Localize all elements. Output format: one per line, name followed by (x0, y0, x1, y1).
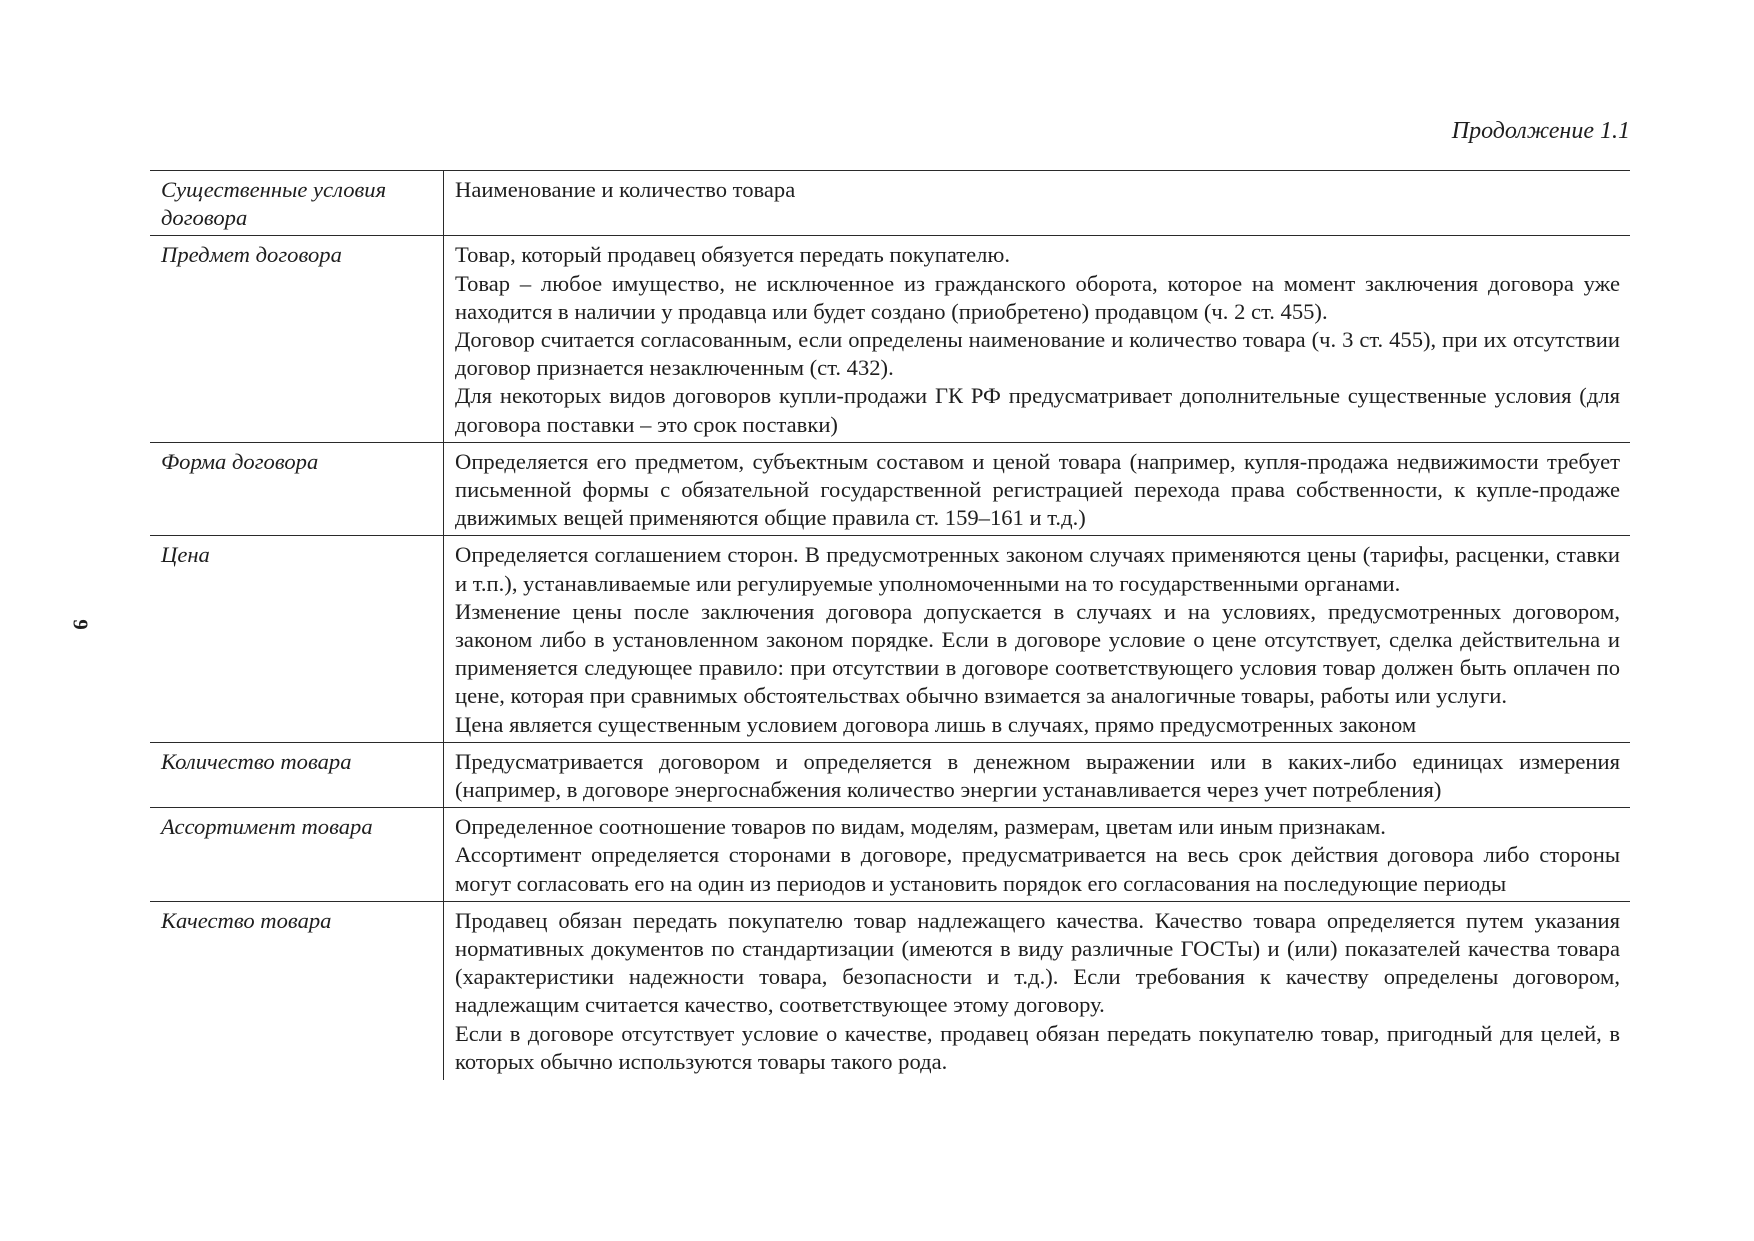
page-number: 9 (68, 619, 93, 630)
row-description (444, 742, 1631, 807)
table-continuation-caption: Продолжение 1.1 (1451, 118, 1630, 144)
paragraph: Цена является существенным условием договора лишь в случаях, прямо предусмотренных законом (455, 711, 1417, 737)
paragraph: Ассортимент определяется сторонами в договоре, предусматривается на весь срок действия договора либо стороны могут согласовать его на один из периодов и установить порядок его согласования на последующие периоды (455, 842, 1620, 896)
paragraph: Договор считается согласованным, если определены наименование и количество товара (ч. 3 ст. 455), при их отсутствии договор признается незаключенным (ст. 432). (455, 327, 1620, 381)
row-description (444, 901, 1631, 1080)
paragraph: Если в договоре отсутствует условие о качестве, продавец обязан передать покупателю товар, пригодный для целей, в которых обычно используются товары такого рода. (455, 1020, 1620, 1074)
row-term: Качество товара (150, 901, 444, 1080)
row-description (444, 236, 1631, 442)
paragraph: Наименование и количество товара (455, 177, 796, 202)
row-term: Форма договора (150, 442, 444, 536)
paragraph: Для некоторых видов договоров купли-продажи ГК РФ предусматривает дополнительные существенные условия (для договора поставки – это срок поставки) (455, 383, 1620, 437)
paragraph: Товар, который продавец обязуется передать покупателю. (455, 242, 1010, 268)
paragraph: Продавец обязан передать покупателю товар надлежащего качества. Качество товара определяется путем указания нормативных документов по стандартизации (имеются в виду различные ГОСТы) и (или) показателей качества товара (характеристики надежности товара, безопасности и т.д.). Если требования к качеству определены договором, надлежащим считается качество, соответствующее этому договору. (455, 907, 1620, 1018)
row-term: Существенные условия договора (150, 171, 444, 236)
table-row (150, 901, 1630, 1080)
contract-conditions-table (150, 170, 1630, 1080)
row-term: Предмет договора (150, 236, 444, 442)
row-term: Цена (150, 536, 444, 742)
row-description (444, 171, 1631, 236)
row-description (444, 808, 1631, 902)
paragraph: Определяется соглашением сторон. В предусмотренных законом случаях применяются цены (тарифы, расценки, ставки и т.п.), устанавливаемые или регулируемые уполномоченными на то государственными органами. (455, 542, 1620, 596)
table-row (150, 171, 1630, 236)
row-description (444, 536, 1631, 742)
table-row (150, 742, 1630, 807)
paragraph: Определенное соотношение товаров по видам, моделям, размерам, цветам или иным признакам. (455, 814, 1386, 840)
table-row (150, 442, 1630, 536)
table-row (150, 808, 1630, 902)
paragraph: Товар – любое имущество, не исключенное из гражданского оборота, которое на момент заключения договора уже находится в наличии у продавца или будет создано (приобретено) продавцом (ч. 2 ст. 455). (455, 270, 1620, 324)
row-description (444, 442, 1631, 536)
row-term: Ассортимент товара (150, 808, 444, 902)
paragraph: Изменение цены после заключения договора допускается в случаях и на условиях, предусмотренных договором, законом либо в установленном законом порядке. Если в договоре условие о цене отсутствует, сделка действительна и применяется следующее правило: при отсутствии в договоре соответствующего условия товар должен быть оплачен по цене, которая при сравнимых обстоятельствах обычно взимается за аналогичные товары, работы или услуги. (455, 598, 1620, 709)
table-row (150, 536, 1630, 742)
table-row (150, 236, 1630, 442)
paragraph: Предусматривается договором и определяется в денежном выражении или в каких-либо единицах измерения (например, в договоре энергоснабжения количество энергии устанавливается через учет потребления) (455, 748, 1620, 803)
paragraph: Определяется его предметом, субъектным составом и ценой товара (например, купля-продажа недвижимости требует письменной формы с обязательной государственной регистрацией перехода права собственности, к купле-продаже движимых вещей применяются общие правила ст. 159–161 и т.д.) (455, 448, 1620, 531)
row-term: Количество товара (150, 742, 444, 807)
